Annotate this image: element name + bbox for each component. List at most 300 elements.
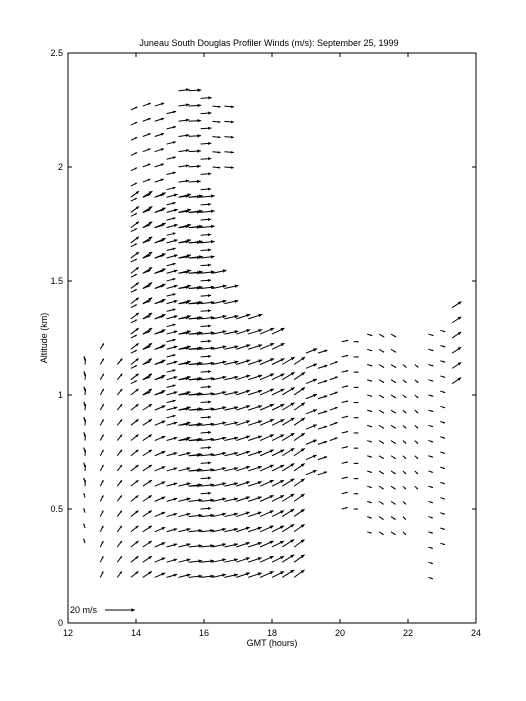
wind-vector [189, 559, 203, 562]
wind-vector [260, 510, 274, 516]
wind-vector [201, 340, 212, 343]
wind-vector [248, 390, 262, 395]
wind-vector [213, 528, 227, 532]
wind-vector [391, 456, 396, 459]
wind-vector [201, 279, 212, 282]
wind-vector [452, 378, 461, 384]
wind-vector [131, 244, 137, 247]
wind-vector [189, 195, 201, 198]
wind-vector [155, 270, 164, 273]
wind-vector [155, 179, 164, 182]
wind-vector [167, 483, 178, 487]
wind-vector [131, 305, 137, 308]
wind-vector [282, 357, 295, 365]
wind-vector [117, 526, 122, 532]
wind-vector [167, 315, 178, 319]
wind-vector [354, 493, 359, 495]
wind-vector [403, 395, 406, 398]
wind-vector [272, 495, 284, 501]
wind-vector [354, 432, 359, 434]
wind-vector [100, 495, 103, 501]
wind-vector [167, 278, 176, 281]
y-axis-label: Altitude (km) [39, 312, 49, 364]
wind-vector [189, 301, 201, 304]
wind-vector [143, 435, 152, 441]
wind-vector [379, 395, 384, 398]
wind-vector [213, 315, 227, 319]
wind-vector [201, 203, 212, 206]
wind-vector [272, 389, 284, 395]
wind-vector [167, 376, 178, 380]
wind-vector [272, 435, 284, 441]
wind-vector [342, 340, 349, 342]
wind-vector [415, 410, 418, 413]
wind-vector [260, 328, 274, 334]
wind-vector [236, 436, 250, 441]
wind-vector [131, 511, 139, 517]
wind-vector [342, 477, 348, 479]
wind-vector [391, 380, 396, 383]
wind-vector [452, 362, 461, 368]
wind-vector [282, 539, 294, 547]
wind-vector [272, 419, 284, 425]
wind-vector [260, 358, 274, 364]
wind-vector [248, 405, 262, 410]
wind-vector [260, 571, 274, 577]
wind-vector [213, 391, 227, 395]
wind-vector [224, 543, 238, 547]
wind-vector [131, 168, 137, 171]
wind-vector [440, 376, 445, 378]
wind-vector [342, 416, 348, 418]
wind-vector [224, 361, 238, 365]
wind-vector [117, 480, 122, 486]
y-axis [50, 48, 476, 628]
wind-vector [179, 528, 191, 532]
wind-vector [131, 404, 139, 410]
wind-vector [155, 361, 164, 364]
wind-vector [403, 471, 406, 474]
wind-vector [131, 152, 137, 155]
wind-vector [367, 425, 372, 427]
wind-vector [131, 222, 139, 228]
wind-vector [403, 410, 406, 413]
wind-vector [117, 556, 122, 562]
wind-vector [354, 371, 359, 373]
wind-vector [131, 343, 139, 349]
wind-vector [224, 452, 238, 456]
wind-vector [189, 271, 201, 274]
wind-vector [201, 401, 212, 404]
wind-vector [117, 374, 122, 380]
wind-vector [403, 365, 407, 368]
wind-vector [100, 358, 104, 364]
wind-vector [167, 528, 178, 532]
wind-vector [131, 198, 137, 201]
wind-vector [131, 183, 137, 186]
wind-vector [131, 274, 137, 277]
wind-vector [260, 434, 274, 440]
wind-vector [131, 282, 139, 288]
wind-vector [117, 450, 122, 456]
wind-vector [201, 438, 215, 441]
wind-vector [403, 501, 406, 504]
wind-vector [167, 354, 176, 357]
wind-vector [367, 441, 372, 443]
wind-vector [167, 111, 177, 114]
wind-vector [260, 374, 274, 380]
wind-vector [131, 213, 137, 216]
wind-vector [213, 482, 227, 486]
wind-vector [201, 248, 212, 251]
wind-vector [428, 380, 433, 382]
wind-vector [201, 188, 212, 191]
wind-vector [403, 441, 406, 444]
wind-vector [143, 103, 151, 106]
wind-vector [167, 422, 178, 426]
wind-vector [260, 419, 274, 425]
wind-vector [282, 463, 294, 471]
wind-vector [306, 470, 317, 475]
wind-vector [367, 410, 372, 412]
wind-vector [213, 497, 227, 501]
wind-vector [167, 324, 176, 327]
wind-vector [213, 513, 227, 517]
wind-vector [189, 119, 201, 122]
wind-vector [415, 471, 418, 474]
wind-vector [117, 404, 122, 410]
wind-vector [306, 394, 317, 399]
wind-vector [155, 240, 164, 243]
wind-vector [201, 453, 215, 456]
wind-vector [379, 410, 384, 413]
x-tick-label: 22 [402, 628, 414, 638]
wind-vector [330, 422, 338, 425]
wind-vector [201, 355, 212, 358]
wind-vector [189, 529, 203, 532]
wind-vector [167, 217, 176, 220]
wind-vector [213, 452, 227, 456]
wind-vector [201, 157, 212, 160]
wind-vector [201, 477, 212, 480]
wind-vector [131, 389, 139, 395]
wind-vector [189, 180, 201, 183]
wind-vector [179, 88, 190, 91]
wind-vector [248, 466, 262, 471]
wind-vector [272, 465, 284, 471]
wind-vector [100, 541, 103, 547]
wind-vector [367, 456, 372, 458]
wind-vector [391, 410, 396, 413]
reference-vector-arrow [105, 608, 135, 611]
wind-vector [100, 480, 103, 486]
wind-vector [294, 433, 305, 441]
wind-vector [224, 528, 238, 532]
wind-vector [155, 558, 166, 563]
wind-vector [143, 133, 151, 136]
wind-vector [179, 149, 190, 152]
wind-vector [155, 194, 164, 197]
wind-vector [282, 509, 294, 516]
wind-vector [391, 471, 396, 474]
wind-vector [440, 422, 445, 424]
wind-vector [167, 209, 178, 213]
wind-vector [143, 541, 152, 547]
wind-vector [415, 486, 418, 489]
wind-vector [248, 375, 262, 380]
wind-vector [201, 96, 212, 99]
wind-vector [367, 471, 372, 473]
wind-vector [272, 541, 284, 547]
wind-vector [403, 517, 406, 520]
wind-vector [189, 514, 203, 517]
wind-vector [201, 392, 215, 395]
wind-vector [131, 335, 137, 338]
wind-vector [415, 425, 418, 428]
wind-vector [318, 380, 327, 383]
wind-vector [189, 317, 201, 320]
wind-vector [155, 163, 164, 166]
wind-vector [143, 148, 151, 151]
wind-vector [131, 107, 138, 110]
wind-vector [282, 570, 294, 578]
wind-vector [294, 524, 305, 532]
wind-vector [294, 509, 305, 516]
wind-vector [117, 541, 122, 547]
wind-vector [342, 385, 348, 387]
wind-vector [236, 481, 250, 486]
wind-vector [452, 302, 461, 308]
wind-vector [330, 377, 338, 380]
wind-vector [428, 456, 433, 458]
wind-vector [440, 437, 445, 439]
wind-vector [428, 364, 433, 366]
wind-vector [248, 572, 262, 577]
wind-vector [201, 316, 215, 319]
wind-vector [330, 361, 338, 364]
wind-vector [440, 406, 445, 408]
wind-vector [391, 532, 396, 535]
wind-vector [354, 341, 359, 343]
wind-vector [167, 467, 178, 471]
wind-vector [100, 556, 103, 562]
wind-vector [224, 330, 238, 334]
wind-vector [367, 517, 372, 519]
wind-vector [213, 121, 221, 123]
chart-title: Juneau South Douglas Profiler Winds (m/s): September 25, 1999 [139, 38, 399, 48]
wind-vector [143, 465, 152, 471]
wind-vector [272, 556, 284, 562]
wind-vector [155, 527, 166, 532]
wind-vector [189, 225, 201, 228]
wind-vector [428, 471, 433, 473]
wind-vector [117, 465, 122, 471]
wind-vector [440, 391, 445, 393]
wind-vector [155, 436, 166, 441]
wind-vector [213, 361, 227, 365]
wind-vector [131, 237, 139, 243]
wind-vector [131, 419, 139, 425]
wind-vector [224, 391, 238, 395]
wind-vector [167, 513, 178, 517]
wind-vector [100, 419, 103, 425]
wind-vector [167, 232, 176, 235]
wind-vector [155, 346, 164, 349]
wind-vector [117, 511, 122, 517]
wind-vector [189, 89, 202, 92]
wind-vector [248, 436, 262, 441]
wind-vector [428, 425, 433, 427]
wind-vector [201, 346, 215, 349]
wind-vector [342, 492, 348, 494]
wind-vector [294, 403, 305, 411]
wind-vector [155, 512, 166, 517]
wind-vector [179, 164, 190, 167]
wind-vector [189, 210, 201, 213]
wind-vector [201, 461, 212, 464]
wind-vector [367, 395, 372, 397]
wind-vector [224, 166, 233, 169]
wind-vector [272, 571, 284, 577]
wind-vector [143, 571, 152, 577]
wind-vector [236, 359, 250, 364]
y-tick-label: 2 [57, 162, 63, 172]
wind-vector [318, 411, 327, 414]
wind-vector [143, 179, 151, 182]
wind-vector [236, 496, 250, 501]
wind-vector [131, 313, 139, 319]
wind-vector [179, 134, 190, 137]
wind-vector [143, 450, 152, 456]
wind-vector [131, 358, 139, 364]
wind-vector [224, 421, 238, 425]
wind-vector [367, 349, 372, 351]
wind-vector [100, 465, 103, 471]
wind-vector [179, 513, 191, 517]
wind-vector [440, 452, 445, 454]
wind-vector [155, 392, 164, 395]
wind-vector [440, 330, 445, 332]
wind-vector [179, 103, 190, 106]
y-tick-label: 1 [57, 390, 63, 400]
wind-vector [294, 555, 305, 563]
wind-vector [201, 324, 212, 327]
wind-vector [260, 343, 274, 349]
wind-vector [155, 451, 166, 456]
wind-vector [167, 559, 178, 563]
wind-vector [131, 229, 137, 232]
wind-vector [428, 532, 433, 534]
wind-vector [224, 467, 238, 471]
wind-vector [117, 419, 122, 425]
wind-vector [260, 480, 274, 486]
wind-vector [201, 264, 212, 267]
wind-vector [342, 446, 348, 448]
reference-arrow [105, 608, 135, 611]
wind-vector [201, 431, 212, 434]
wind-vector [391, 517, 396, 520]
wind-vector [318, 441, 327, 444]
wind-vector [155, 481, 166, 486]
wind-vector [201, 233, 212, 236]
wind-vector [155, 421, 166, 426]
wind-vector [131, 450, 139, 456]
wind-vector [201, 446, 212, 449]
wind-vector [248, 481, 262, 486]
wind-vector [391, 334, 396, 337]
wind-vector [155, 331, 164, 334]
wind-vector [440, 346, 445, 348]
wind-vector [201, 112, 212, 115]
wind-vector [201, 575, 215, 578]
wind-vector [330, 437, 338, 440]
wind-vector [452, 332, 461, 338]
wind-vector [224, 513, 238, 517]
wind-vector [224, 151, 233, 154]
wind-vector [143, 526, 152, 532]
wind-vector [213, 406, 227, 410]
wind-vector [354, 463, 359, 465]
wind-vector [379, 441, 384, 444]
wind-vector [167, 263, 176, 266]
wind-vector [117, 495, 122, 501]
y-tick-label: 1.5 [50, 276, 63, 286]
wind-vector [201, 407, 215, 410]
wind-vector [201, 514, 215, 517]
wind-vector [294, 463, 305, 471]
wind-vector [83, 508, 85, 513]
wind-vector [391, 441, 396, 444]
wind-vector [167, 248, 176, 251]
wind-vector [354, 508, 359, 510]
wind-vector [428, 334, 433, 336]
wind-vector [306, 364, 317, 369]
wind-vector [155, 300, 164, 303]
wind-vector [179, 498, 191, 502]
wind-vector [248, 527, 262, 532]
wind-vector [415, 456, 418, 459]
wind-vector [379, 349, 384, 352]
wind-vector [428, 349, 433, 351]
wind-vector [201, 507, 212, 510]
wind-vector [260, 526, 274, 532]
wind-vector [179, 558, 191, 562]
wind-vector [167, 187, 176, 190]
wind-vector [167, 285, 178, 289]
wind-vector [224, 105, 234, 108]
wind-vector [236, 557, 250, 562]
wind-vector [131, 206, 139, 212]
wind-vector [131, 298, 139, 304]
x-tick-label: 12 [62, 628, 74, 638]
wind-vector [83, 523, 85, 528]
wind-vector [294, 448, 305, 456]
wind-vector [379, 365, 384, 368]
wind-vector [167, 308, 176, 311]
wind-vector [167, 254, 178, 258]
wind-vector [403, 425, 406, 428]
wind-vector [189, 256, 201, 259]
wind-vector [131, 137, 137, 140]
x-axis-label: GMT (hours) [246, 638, 298, 648]
wind-vector [224, 121, 234, 124]
wind-vector [428, 547, 433, 549]
wind-vector [167, 126, 176, 129]
wind-vector [236, 390, 250, 395]
wind-vector [201, 309, 212, 312]
wind-vector [83, 493, 85, 498]
wind-vector [155, 133, 164, 136]
